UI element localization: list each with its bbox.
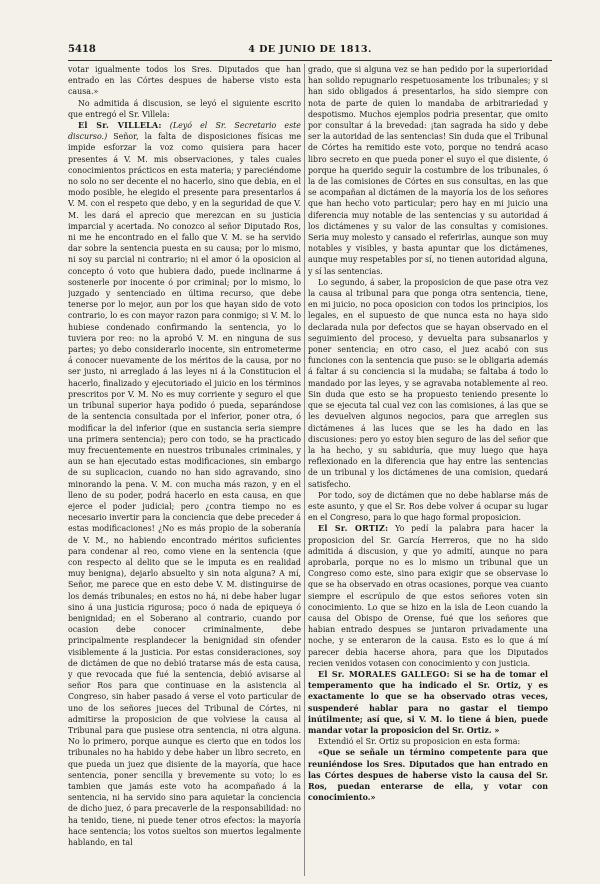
paragraph: grado, que si alguna vez se han pedido por la superioridad han solido repugnarlo respetuosamente los tribunales; y si han sido obligados á presentarlos, ha sido siempre con nota de parte de quien lo mandaba de arbitrariedad y despotismo. Muchos ejemplos podria presentar, que omito por consultar á la brevedad: ¡tan sagrada ha sido y debe ser la autoridad de las sentencias! Sin duda que el Tribunal de Córtes ha remitido este voto, porque no tendrá acaso libro secreto en que pueda poner el suyo el que disiente, ó porque ha querido seguir la costumbre de los tribunales, ó la de las comisiones de Córtes en sus consultas, en las que se acompañan al dictámen de la mayoría los de los señores que han hecho voto particular; pero hay en mi juicio una diferencia muy notable de las sentencias y su autoridad á los dictámenes y su valor de las consultas y comisiones. Seria muy molesto y cansado el referirlas, aunque son muy notables y visibles, y basta apuntar que los dictámenes, aunque muy respetables por sí, no tienen autoridad alguna, y sí las sentencias.: [308, 65, 548, 276]
page-header: [68, 44, 552, 58]
paragraph: No admitida á discusion, se leyó el siguiente escrito que entregó el Sr. Villela:: [68, 98, 301, 119]
stage-direction: (Leyó el Sr. Secretario este discurso.): [68, 121, 301, 142]
right-column: [308, 64, 548, 878]
paragraph: votar igualmente todos los Sres. Diputados que han entrado en las Córtes despues de haberse visto esta causa.»: [68, 65, 301, 97]
paragraph: Extendió el Sr. Ortiz su proposicion en esta forma:: [318, 737, 521, 747]
left-column: [68, 64, 301, 878]
speech-paragraph: [308, 669, 548, 736]
page-date: 4 DE JUNIO DE 1813.: [248, 44, 372, 55]
speaker-name: El Sr. MORALES GALLEGO:: [318, 669, 450, 679]
paragraph: Lo segundo, á saber, la proposicion de que pase otra vez la causa al tribunal para que ponga otra sentencia, tiene, en mi juicio, no poca oposicion con todos los principios, los legales, en el supuesto de que nunca esta no haya sido declarada nula por defectos que se hayan observado en el seguimiento del proceso, y devuelta para subsanarlos y poner sentencia; en otro caso, el juez acabó con sus funciones con la sentencia que puso: se le obligaria además á faltar á su conciencia si la mudaba; se faltaba á todo lo mandado por las leyes, y se agravaba notablemente al reo. Sin duda que esto se ha propuesto teniendo presente lo que se ejecuta tal cual vez con las comisiones, á las que se les devuelven algunos negocios, para que arreglen sus dictámenes á las luces que se les ha dado en las discusiones: pero yo estoy bien seguro de las del señor que la ha hecho, y su sabiduría, que muy luego que haya reflexionado en la diferencia que hay entre las sentencias de un tribunal y los dictámenes de una comision, quedará satisfecho.: [308, 277, 548, 489]
speech-text: Si se ha de tomar el temperamento que ha indicado el Sr. Ortiz, y es exactamente lo que se ha observado otras veces, suspenderé hablar para no gastar el tiempo inútilmente; así que, si V. M. lo tiene á bien, puede mandar votar la proposicion del Sr. Ortiz. »: [308, 669, 548, 735]
header-rule: [68, 60, 552, 61]
speech-paragraph: [68, 120, 301, 848]
speech-paragraph: [308, 523, 548, 669]
paragraph: Por todo, soy de dictámen que no debe hablarse más de este asunto, y que el Sr. Ros debe volver á ocupar su lugar en el Congreso, para lo que hago formal proposicion.: [308, 490, 548, 523]
column-divider: [304, 64, 305, 876]
speaker-name: El Sr. VILLELA:: [78, 121, 162, 131]
speaker-name: El Sr. ORTIZ:: [318, 524, 389, 534]
page-number: 5418: [68, 44, 96, 55]
speech-text: Señor, la falta de disposiciones físicas me impide esforzar la voz como quisiera para hacer presentes á V. M. mis observaciones, y tales cuales conocimientos prácticos en esta materia; y pareciéndome no solo no ser decente el no hacerlo, sino que debia, en el modo posible, he elegido el presente para presentarlos á V. M. con el respeto que debo, y en la seguridad de que V. M. les dará el aprecio que merezcan en su justicia imparcial y acertada. No conozco al señor Diputado Ros, ni me he encontrado en el fallo que V. M. se ha servido dar sobre la sentencia puesta en su causa; por lo mismo, ni soy su parcial ni contrario; ni el amor ó la oposicion al concepto ó voto que hubiera dado, puede inclinarme á sostenerle por inocente ó por criminal; por lo mismo, lo juzgado y sentenciado en última recurso, que debe tenerse por lo mejor, aun por los que hayan sido de voto contrario, lo es con mayor razon para conmigo; si V. M. lo hubiese condenado confirmando la sentencia, yo lo tuviera por reo: no la aprobó V. M. en ninguna de sus partes; yo debo considerarlo inocente, sin entrometerme á conocer nuevamente de los méritos de la causa, por no ser justo, ni arreglado á las leyes ni á la Constitucion el hacerlo, finalizado y ejecutoriado el juicio en los términos prescritos por V. M. No es muy corriente y seguro el que un tribunal superior haya podido ó pueda, separándose de la sentencia consultada por el inferior, poner otra, ó modificar la del inferior (que en sustancia seria siempre una primera sentencia); pero con todo, se ha practicado muy frecuentemente en nuestros tribunales criminales, y aun se han ejecutado estas modificaciones, sin embargo de su suplicacion, cuando no han sido agravando, sino minorando la pena. V. M. con mucha más razon, y en el lleno de su poder, podrá hacerlo en esta causa, en que ejerce el poder judicial; pero ¿contra tiempo no es necesario invertir para la conciencia que debe preceder á estas modificaciones! ¿No es más propio de la soberanía de V. M., no habiendo encontrado méritos suficientes para condenar al reo, como viene en la sentencia (que con respecto al delito que se le imputa es en realidad muy benigna), dejarlo absuelto y sin nota alguna? A mí, Señor, me parece que en esto debe V. M. distinguirse de los demás tribunales; en estos no há, ni debe haber lugar sino á una justicia rigurosa; poco ó nada de epiqueya ó benignidad; en el Soberano al contrario, cuando por ocasion debe conocer criminalmente, debe principalmente resplandecer la benignidad sin ofender visiblemente á la justicia. Por estas consideraciones, soy de dictámen de que no debió tratarse más de esta causa, y que revocada que fué la sentencia, debió avisarse al señor Ros para que continuase en la asistencia al Congreso, sin haber pasado á verse el voto particular de uno de los señores jueces del Tribunal de Córtes, ni admitirse la proposicion de que volviese la causa al Tribunal para que pusiese otra sentencia, ni otra alguna. No lo primero, porque aunque es cierto que en todos los tribunales no ha habido y debe haber un libro secreto, en que pueda un juez que disiente de la mayoría, que hace sentencia, poner sencilla y brevemente su voto; lo es tambien que jamás este voto ha acompañado á la sentencia, ni ha servido sino para aquietar la conciencia de dicho juez, ó para precaverle de la responsabilidad: no ha tenido, tiene, ni puede tener otros efectos: la mayoría hace sentencia; los votos sueltos son muertos legalmente hablando, en tal: [68, 132, 301, 848]
speech-text: Yo pedí la palabra para hacer la proposicion del Sr. García Herreros, que no ha sido admitida á discusion, y que yo admití, aunque no para aprobarla, porque no es lo mismo un tribunal que un Congreso como este, sino para exigir que se observase lo que se ha observado en otras ocasiones, porque vea cuanto siempre el escrúpulo de que estos señores voten sin conocimiento. Lo que se hizo en la isla de Leon cuando la causa del Obispo de Orense, fué que los señores que habian entrado despues se juntaron privadamente una noche, y se enteraron de la causa. Esto es lo que á mí parecer debia hacerse ahora, para que los Diputados recien venidos votasen con conocimiento y con justicia.: [308, 524, 548, 668]
proposal-text: «Que se señale un término competente para que reuniéndose los Sres. Diputados que han entrado en las Córtes despues de haberse visto la causa del Sr. Ros, puedan enterarse de ella, y votar con conocimiento.»: [308, 748, 548, 803]
